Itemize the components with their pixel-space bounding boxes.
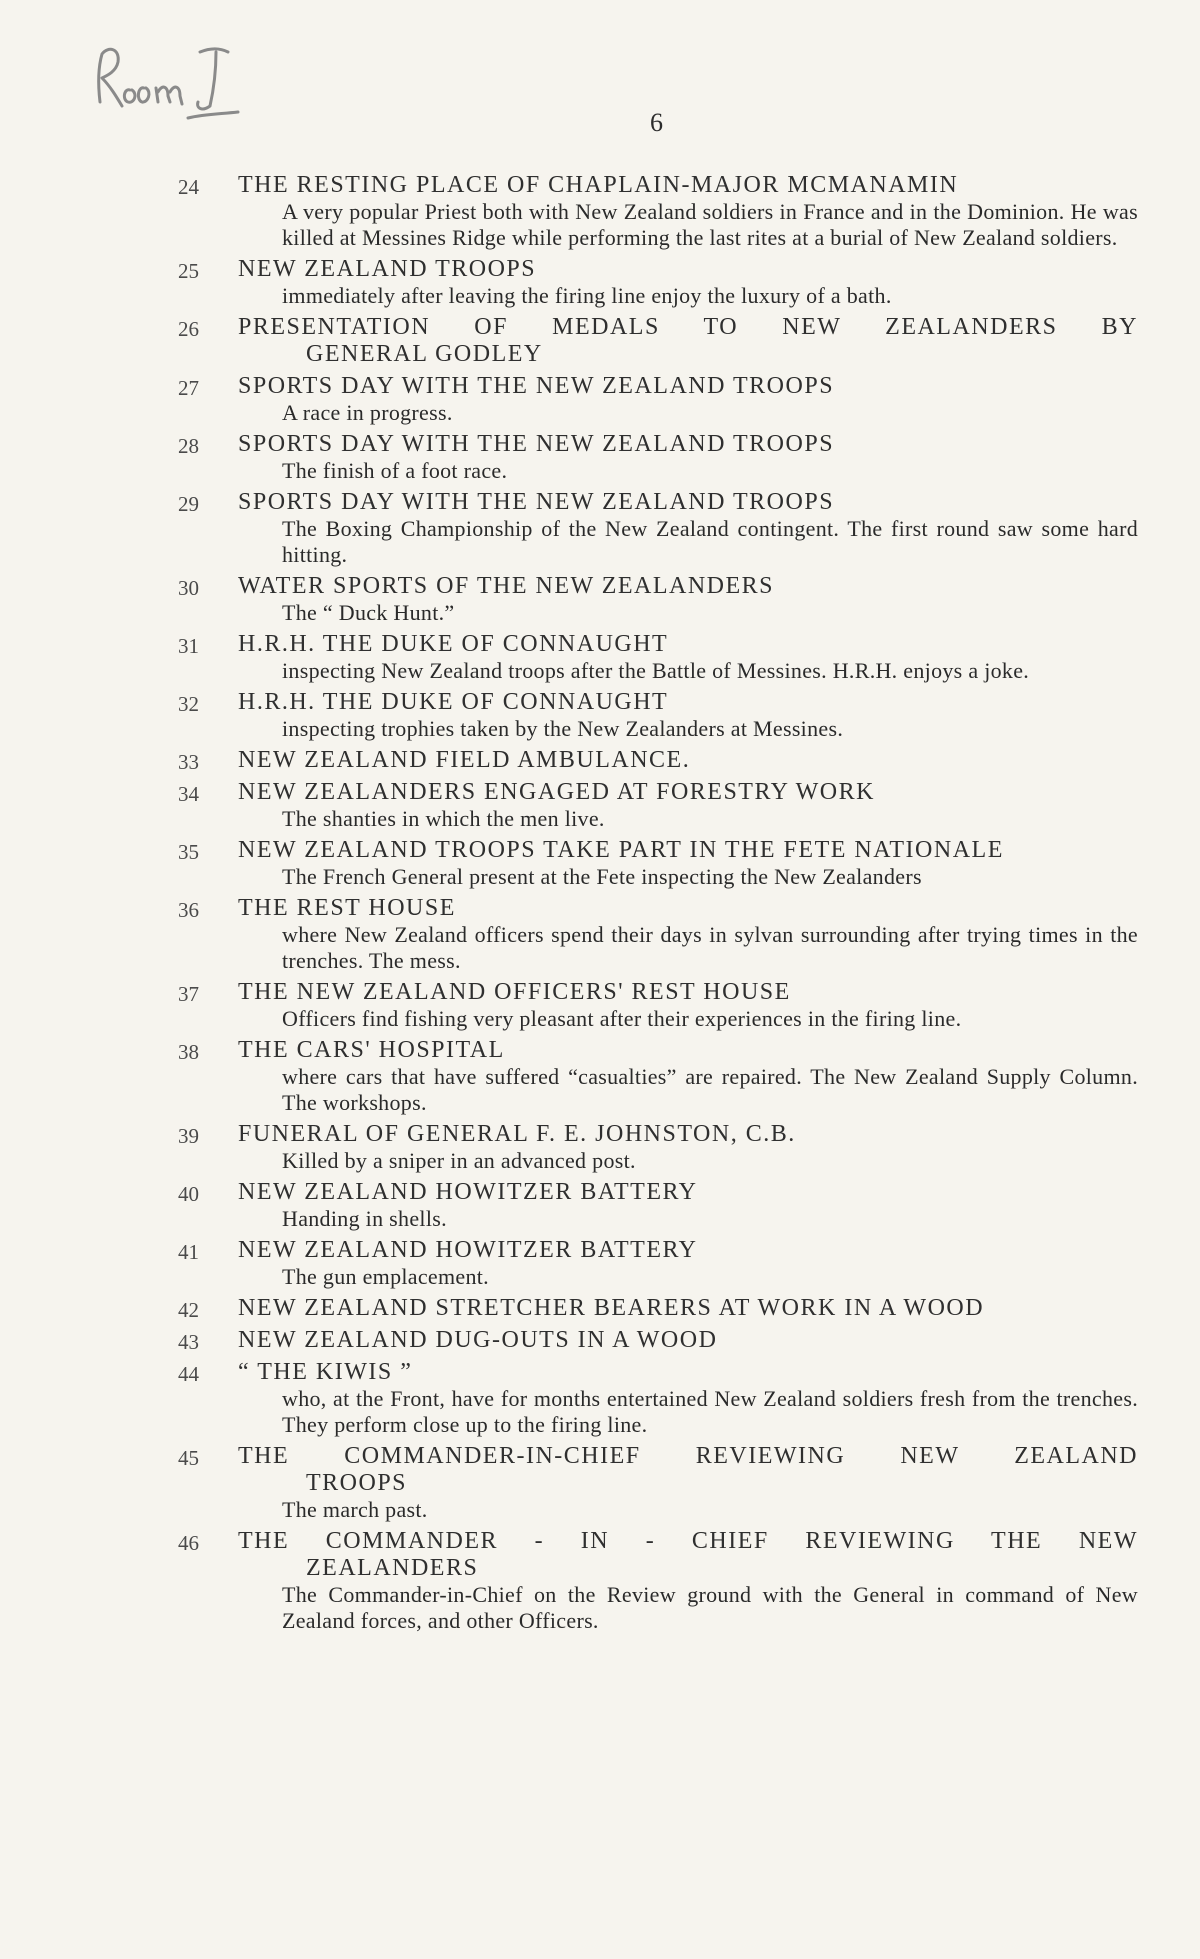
entry-number: 27 [178, 376, 199, 400]
entry-description: The march past. [282, 1497, 428, 1522]
entry-number: 39 [178, 1124, 199, 1148]
entry-description: The shanties in which the men live. [282, 806, 605, 831]
list-item [178, 1528, 1138, 1634]
entry-title-continuation: GENERAL GODLEY [306, 341, 543, 367]
entry-number: 24 [178, 175, 199, 199]
entry-title: H.R.H. THE DUKE OF CONNAUGHT [238, 631, 669, 657]
list-item [178, 689, 1138, 742]
entry-description: The finish of a foot race. [282, 458, 508, 483]
entry-description: inspecting New Zealand troops after the Battle of Messines. H.R.H. enjoys a joke. [282, 658, 1030, 683]
entry-title: PRESENTATION OF MEDALS TO NEW ZEALANDERS BY [238, 314, 1138, 340]
entry-description: Killed by a sniper in an advanced post. [282, 1148, 636, 1173]
entry-number: 38 [178, 1040, 199, 1064]
entry-number: 41 [178, 1240, 199, 1264]
entry-number: 31 [178, 634, 199, 658]
entry-number: 45 [178, 1446, 199, 1470]
list-item [178, 172, 1138, 251]
entry-title: THE COMMANDER-IN-CHIEF REVIEWING NEW ZEALAND [238, 1443, 1138, 1469]
list-item [178, 1037, 1138, 1116]
entry-description: Officers find fishing very pleasant after their experiences in the firing line. [282, 1006, 962, 1031]
list-item [178, 373, 1138, 426]
entry-description: Handing in shells. [282, 1206, 447, 1231]
entry-description: where cars that have suffered “casualties” are repaired. The New Zealand Supply Column. The workshops. [282, 1064, 1138, 1115]
entry-number: 42 [178, 1298, 199, 1322]
entry-title: NEW ZEALAND TROOPS TAKE PART IN THE FETE NATIONALE [238, 837, 1004, 863]
list-item [178, 631, 1138, 684]
entry-description: who, at the Front, have for months entertained New Zealand soldiers fresh from the trenches. They perform close up to the firing line. [282, 1386, 1138, 1437]
entry-number: 28 [178, 434, 199, 458]
list-item [178, 779, 1138, 832]
entry-title: THE RESTING PLACE OF CHAPLAIN-MAJOR MCMANAMIN [238, 172, 959, 198]
entry-title: NEW ZEALAND FIELD AMBULANCE. [238, 747, 691, 773]
list-item [178, 1359, 1138, 1438]
entry-number: 46 [178, 1531, 199, 1555]
entry-title: NEW ZEALAND TROOPS [238, 256, 537, 282]
entry-number: 35 [178, 840, 199, 864]
entry-title: NEW ZEALAND STRETCHER BEARERS AT WORK IN A WOOD [238, 1295, 985, 1321]
list-item [178, 489, 1138, 568]
entry-description: The gun emplacement. [282, 1264, 489, 1289]
list-item [178, 1237, 1138, 1290]
entry-description: The Boxing Championship of the New Zealand contingent. The first round saw some hard hitting. [282, 516, 1138, 567]
entry-title: SPORTS DAY WITH THE NEW ZEALAND TROOPS [238, 489, 835, 515]
list-item [178, 979, 1138, 1032]
entry-description: The “ Duck Hunt.” [282, 600, 455, 625]
entry-number: 37 [178, 982, 199, 1006]
list-item [178, 895, 1138, 974]
entry-title: THE NEW ZEALAND OFFICERS' REST HOUSE [238, 979, 791, 1005]
list-item [178, 314, 1138, 368]
list-item [178, 837, 1138, 890]
entry-title: “ THE KIWIS ” [238, 1359, 413, 1385]
entry-title: THE REST HOUSE [238, 895, 456, 921]
handwritten-room-note [92, 40, 292, 140]
entry-number: 40 [178, 1182, 199, 1206]
list-item [178, 1121, 1138, 1174]
entry-description: The French General present at the Fete inspecting the New Zealanders [282, 864, 922, 889]
entry-number: 36 [178, 898, 199, 922]
entry-title-continuation: TROOPS [306, 1470, 408, 1496]
entry-title: NEW ZEALAND DUG-OUTS IN A WOOD [238, 1327, 718, 1353]
list-item [178, 1443, 1138, 1523]
entry-number: 29 [178, 492, 199, 516]
entry-description: The Commander-in-Chief on the Review ground with the General in command of New Zealand forces, and other Officers. [282, 1582, 1138, 1633]
entry-title: NEW ZEALAND HOWITZER BATTERY [238, 1237, 698, 1263]
list-item [178, 573, 1138, 626]
entry-title: NEW ZEALAND HOWITZER BATTERY [238, 1179, 698, 1205]
entry-title: SPORTS DAY WITH THE NEW ZEALAND TROOPS [238, 431, 835, 457]
entry-number: 30 [178, 576, 199, 600]
entry-number: 34 [178, 782, 199, 806]
entry-title: THE CARS' HOSPITAL [238, 1037, 505, 1063]
list-item [178, 256, 1138, 309]
list-item [178, 1327, 1138, 1354]
entry-list [178, 172, 1138, 1639]
entry-title: THE COMMANDER - IN - CHIEF REVIEWING THE NEW [238, 1528, 1138, 1554]
entry-number: 44 [178, 1362, 199, 1386]
page-number: 6 [650, 108, 664, 137]
entry-number: 43 [178, 1330, 199, 1354]
entry-title: H.R.H. THE DUKE OF CONNAUGHT [238, 689, 669, 715]
entry-title-continuation: ZEALANDERS [306, 1555, 479, 1581]
entry-number: 26 [178, 317, 199, 341]
list-item [178, 1179, 1138, 1232]
list-item [178, 747, 1138, 774]
entry-number: 25 [178, 259, 199, 283]
entry-title: SPORTS DAY WITH THE NEW ZEALAND TROOPS [238, 373, 835, 399]
entry-title: FUNERAL OF GENERAL F. E. JOHNSTON, C.B. [238, 1121, 796, 1147]
entry-description: A race in progress. [282, 400, 453, 425]
list-item [178, 1295, 1138, 1322]
entry-title: NEW ZEALANDERS ENGAGED AT FORESTRY WORK [238, 779, 875, 805]
entry-number: 33 [178, 750, 199, 774]
entry-description: immediately after leaving the firing line enjoy the luxury of a bath. [282, 283, 892, 308]
entry-description: A very popular Priest both with New Zealand soldiers in France and in the Dominion. He was killed at Messines Ridge while performing the last rites at a burial of New Zealand soldiers. [282, 199, 1138, 250]
entry-description: where New Zealand officers spend their days in sylvan surrounding after trying times in the trenches. The mess. [282, 922, 1138, 973]
entry-title: WATER SPORTS OF THE NEW ZEALANDERS [238, 573, 775, 599]
entry-description: inspecting trophies taken by the New Zealanders at Messines. [282, 716, 844, 741]
list-item [178, 431, 1138, 484]
entry-number: 32 [178, 692, 199, 716]
